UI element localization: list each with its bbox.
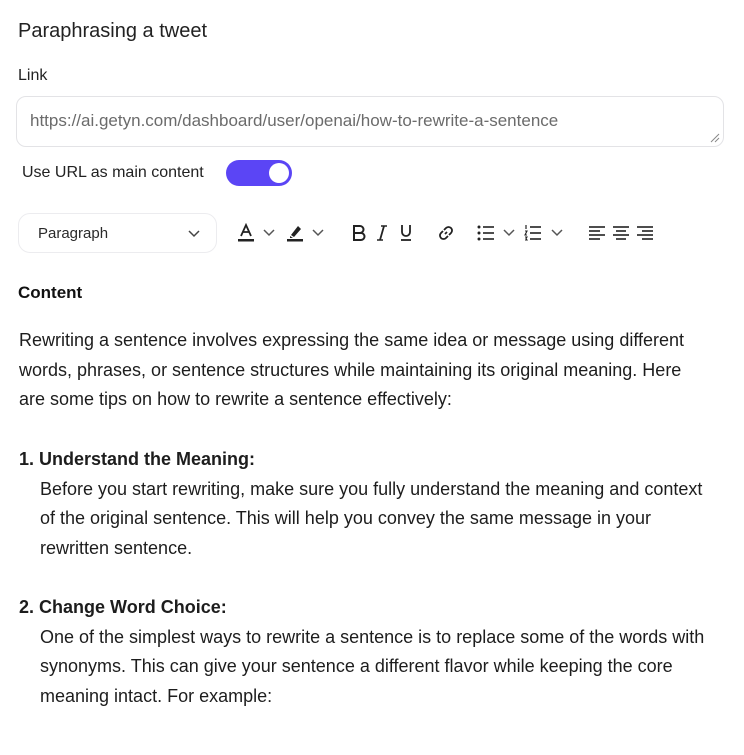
resize-handle-icon[interactable] <box>710 133 720 143</box>
bullet-list-dropdown[interactable] <box>502 221 516 245</box>
block-type-select[interactable] <box>18 213 217 253</box>
align-right-icon <box>636 225 654 241</box>
link-icon <box>437 224 455 242</box>
text-color-icon <box>237 223 255 243</box>
list-item-title <box>19 593 709 623</box>
link-button[interactable] <box>436 221 456 245</box>
block-type-value: Paragraph <box>38 225 109 242</box>
align-center-button[interactable] <box>611 221 631 245</box>
underline-icon <box>399 224 413 242</box>
list-item-number: 1. <box>19 449 35 469</box>
list-item-body: One of the simplest ways to rewrite a sentence is to replace some of the words with synonyms. This can give your sentence a different flavor while keeping the core meaning intact. For example: <box>40 626 705 707</box>
chevron-down-icon <box>312 229 324 237</box>
bullet-list-button[interactable] <box>476 221 496 245</box>
highlight-dropdown[interactable] <box>311 221 325 245</box>
list-item-heading: Understand the Meaning: <box>39 449 256 469</box>
content-intro[interactable]: Rewriting a sentence involves expressing the same idea or message using different words, phrases, or sentence structures while maintaining its original meaning. Here are some tips on how to rewrite a sentence effectively: <box>19 330 685 410</box>
use-url-toggle[interactable] <box>226 160 292 186</box>
italic-button[interactable] <box>374 221 390 245</box>
content-heading: Content <box>18 283 83 302</box>
align-left-icon <box>588 225 606 241</box>
list-item-number: 2. <box>19 597 35 617</box>
italic-icon <box>376 225 388 241</box>
align-right-button[interactable] <box>635 221 655 245</box>
numbered-list-icon <box>524 225 542 241</box>
bullet-list-icon <box>477 225 495 241</box>
bold-icon <box>352 225 366 241</box>
list-item[interactable] <box>19 593 709 712</box>
url-input-value: https://ai.getyn.com/dashboard/user/openai/how-to-rewrite-a-sentence <box>30 111 559 130</box>
underline-button[interactable] <box>397 221 415 245</box>
list-item-body: Before you start rewriting, make sure you fully understand the meaning and context of the original sentence. This will help you convey the same message in your rewritten sentence. <box>40 478 703 559</box>
text-color-dropdown[interactable] <box>262 221 276 245</box>
chevron-down-icon <box>551 229 563 237</box>
list-item-heading: Change Word Choice: <box>39 597 227 617</box>
toggle-knob <box>269 163 289 183</box>
chevron-down-icon <box>503 229 515 237</box>
list-item[interactable] <box>19 445 709 564</box>
chevron-down-icon <box>188 227 200 239</box>
bold-button[interactable] <box>350 221 368 245</box>
page-title: Paraphrasing a tweet <box>18 20 208 42</box>
link-label: Link <box>18 67 48 84</box>
numbered-list-dropdown[interactable] <box>550 221 564 245</box>
highlight-button[interactable] <box>285 221 305 245</box>
chevron-down-icon <box>263 229 275 237</box>
text-color-button[interactable] <box>236 221 256 245</box>
list-item-title <box>19 445 709 475</box>
use-url-toggle-label: Use URL as main content <box>22 164 204 181</box>
numbered-list-button[interactable] <box>523 221 543 245</box>
highlight-icon <box>286 223 304 243</box>
align-center-icon <box>612 225 630 241</box>
url-input[interactable] <box>16 96 724 147</box>
align-left-button[interactable] <box>587 221 607 245</box>
